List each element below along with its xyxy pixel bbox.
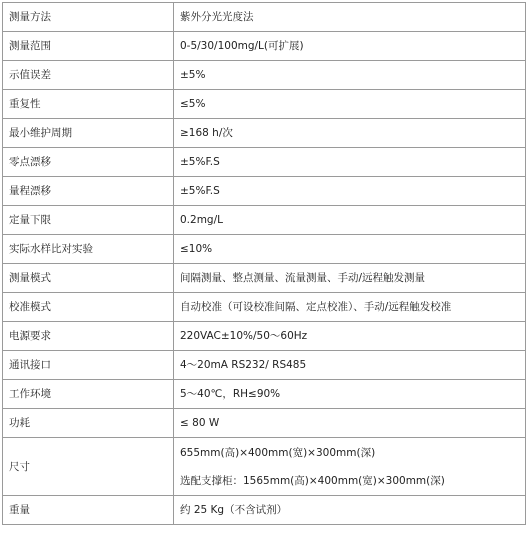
table-row — [3, 409, 526, 438]
row-value: ≤5% — [174, 90, 526, 119]
table-row — [3, 264, 526, 293]
table-row — [3, 90, 526, 119]
row-label: 重量 — [3, 496, 174, 525]
row-label: 零点漂移 — [3, 148, 174, 177]
row-label: 测量范围 — [3, 32, 174, 61]
row-label: 电源要求 — [3, 322, 174, 351]
table-row — [3, 293, 526, 322]
table-row — [3, 32, 526, 61]
table-row — [3, 235, 526, 264]
dimension-standard: 655mm(高)×400mm(宽)×300mm(深) — [180, 446, 376, 459]
row-value: ±5% — [174, 61, 526, 90]
row-label: 测量方法 — [3, 3, 174, 32]
table-row — [3, 3, 526, 32]
table-row — [3, 496, 526, 525]
row-label: 校准模式 — [3, 293, 174, 322]
row-label: 重复性 — [3, 90, 174, 119]
row-value: ±5%F.S — [174, 177, 526, 206]
row-value: 5～40℃，RH≤90% — [174, 380, 526, 409]
row-label: 尺寸 — [3, 438, 174, 496]
row-value: 紫外分光光度法 — [174, 3, 526, 32]
table-row — [3, 380, 526, 409]
row-label: 实际水样比对实验 — [3, 235, 174, 264]
row-value: ±5%F.S — [174, 148, 526, 177]
row-value: ≤10% — [174, 235, 526, 264]
row-label: 测量模式 — [3, 264, 174, 293]
table-row — [3, 322, 526, 351]
row-label: 功耗 — [3, 409, 174, 438]
row-label: 定量下限 — [3, 206, 174, 235]
table-row — [3, 206, 526, 235]
row-value: 自动校准（可设校准间隔、定点校准）、手动/远程触发校准 — [174, 293, 526, 322]
row-label: 最小维护周期 — [3, 119, 174, 148]
dimension-with-cabinet: 选配支撑柜：1565mm(高)×400mm(宽)×300mm(深) — [180, 474, 445, 487]
row-value: 4～20mA RS232/ RS485 — [174, 351, 526, 380]
row-label: 示值误差 — [3, 61, 174, 90]
row-label: 工作环境 — [3, 380, 174, 409]
row-label: 量程漂移 — [3, 177, 174, 206]
table-row — [3, 177, 526, 206]
spec-table — [2, 2, 526, 525]
row-value: ≤ 80 W — [174, 409, 526, 438]
table-row — [3, 148, 526, 177]
row-value: 约 25 Kg（不含试剂） — [174, 496, 526, 525]
row-value: 间隔测量、整点测量、流量测量、手动/远程触发测量 — [174, 264, 526, 293]
table-row — [3, 438, 526, 496]
table-row — [3, 61, 526, 90]
row-label: 通讯接口 — [3, 351, 174, 380]
table-row — [3, 119, 526, 148]
row-value-multiline — [174, 438, 526, 496]
row-value: 0.2mg/L — [174, 206, 526, 235]
line-gap — [180, 460, 519, 474]
table-row — [3, 351, 526, 380]
row-value: 0-5/30/100mg/L(可扩展) — [174, 32, 526, 61]
row-value: 220VAC±10%/50～60Hz — [174, 322, 526, 351]
row-value: ≥168 h/次 — [174, 119, 526, 148]
